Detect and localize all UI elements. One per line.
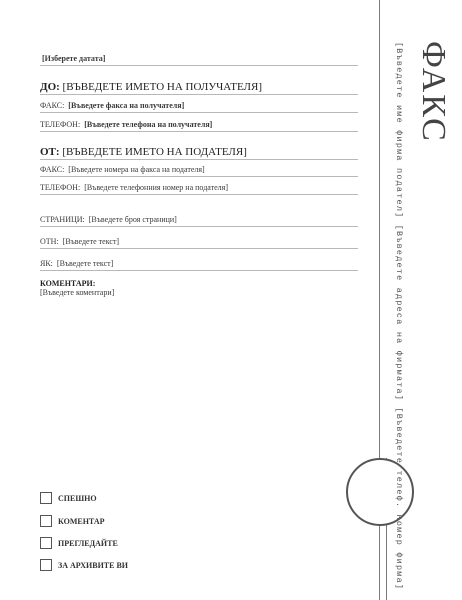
pages-label: СТРАНИЦИ:: [40, 215, 85, 224]
comments-label: КОМЕНТАРИ:: [40, 279, 96, 288]
pages-field[interactable]: [40, 215, 358, 226]
recipient-name: [ВЪВЕДЕТЕ ИМЕТО НА ПОЛУЧАТЕЛЯ]: [62, 81, 263, 93]
checkbox-archive[interactable]: [40, 559, 128, 571]
date-rule: [40, 65, 358, 66]
re-field[interactable]: [40, 237, 358, 248]
sender-fax-label: ФАКС:: [40, 165, 65, 174]
sender-fax-rule: [40, 176, 358, 177]
recipient-phone-label: ТЕЛЕФОН:: [40, 120, 81, 129]
recipient-header[interactable]: [40, 81, 262, 93]
sender-phone-field[interactable]: [40, 183, 358, 194]
sender-rule: [40, 159, 358, 160]
checkbox-label: ЗА АРХИВИТЕ ВИ: [58, 560, 129, 570]
checkbox-box[interactable]: [40, 492, 52, 504]
pages-value: [Въведете броя страници]: [88, 215, 177, 224]
checkbox-urgent[interactable]: [40, 492, 97, 504]
re-rule: [40, 248, 358, 249]
checkbox-label: СПЕШНО: [58, 493, 97, 503]
cc-value: [Въведете текст]: [56, 259, 114, 268]
company-info: [Въведете име фирма подател] [Въведете адреса на фирмата] [Въведете телеф. номер фирма]: [394, 42, 404, 591]
re-value: [Въведете текст]: [62, 237, 120, 246]
date-field[interactable]: [40, 54, 358, 65]
sender-fax-value: [Въведете номера на факса на подателя]: [68, 165, 205, 174]
comments-field[interactable]: [Въведете коментари]: [40, 288, 115, 297]
checkbox-box[interactable]: [40, 537, 52, 549]
to-label: ДО:: [40, 81, 60, 93]
recipient-phone-field[interactable]: [40, 120, 358, 131]
sender-fax-field[interactable]: [40, 165, 358, 176]
sender-phone-rule: [40, 194, 358, 195]
from-label: ОТ:: [40, 146, 60, 158]
date-placeholder: [Изберете датата]: [42, 54, 106, 63]
sender-header[interactable]: [40, 146, 247, 158]
sender-name: [ВЪВЕДЕТЕ ИМЕТО НА ПОДАТЕЛЯ]: [62, 146, 247, 158]
recipient-fax-value: [Въведете факса на получателя]: [68, 101, 185, 110]
pages-rule: [40, 226, 358, 227]
checkbox-box[interactable]: [40, 559, 52, 571]
recipient-fax-label: ФАКС:: [40, 101, 65, 110]
recipient-phone-rule: [40, 131, 358, 132]
sender-phone-label: ТЕЛЕФОН:: [40, 183, 81, 192]
checkbox-review[interactable]: [40, 537, 118, 549]
recipient-phone-value: [Въведете телефона на получателя]: [84, 120, 213, 129]
checkbox-comment[interactable]: [40, 515, 105, 527]
re-label: ОТН:: [40, 237, 59, 246]
checkbox-box[interactable]: [40, 515, 52, 527]
cc-rule: [40, 270, 358, 271]
cc-label: ЯК:: [40, 259, 53, 268]
cc-field[interactable]: [40, 259, 358, 270]
recipient-fax-field[interactable]: [40, 101, 358, 112]
checkbox-label: ПРЕГЛЕДАЙТЕ: [58, 538, 118, 548]
checkbox-label: КОМЕНТАР: [58, 516, 105, 526]
recipient-rule: [40, 94, 358, 95]
recipient-fax-rule: [40, 112, 358, 113]
fax-title: ФАКС: [415, 41, 452, 143]
sender-phone-value: [Въведете телефонния номер на подателя]: [84, 183, 228, 192]
